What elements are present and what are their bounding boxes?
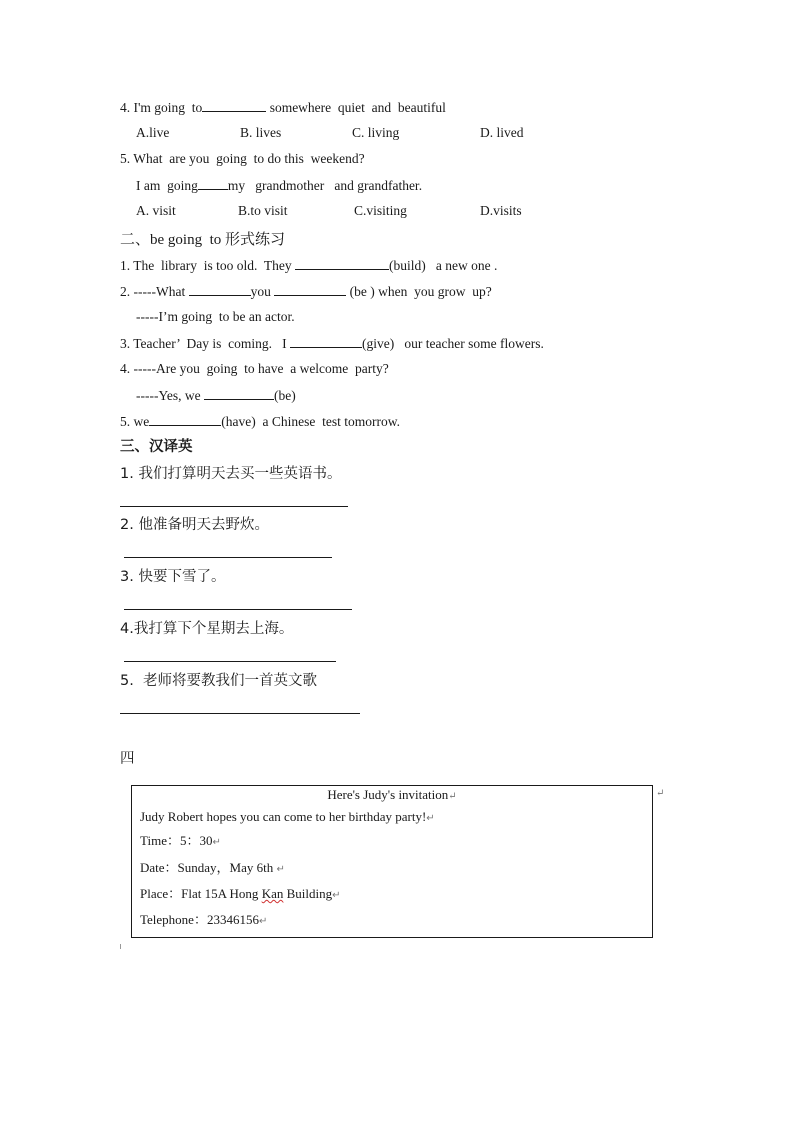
invitation-title: Here's Judy's invitation↵	[327, 787, 457, 802]
option-b: B.to visit	[238, 203, 288, 218]
answer-line[interactable]	[124, 557, 332, 558]
answer-line[interactable]	[124, 609, 352, 610]
question-5: 5. What are you going to do this weekend?	[120, 151, 365, 166]
option-a: A.live	[136, 125, 170, 140]
invitation-box	[131, 785, 653, 938]
section-3-title: 三、汉译英	[120, 439, 193, 455]
option-c: C.visiting	[354, 203, 407, 218]
invitation-intro: Judy Robert hopes you can come to her birthday party!↵	[140, 809, 435, 824]
answer-blank[interactable]	[295, 256, 389, 270]
answer-blank[interactable]	[202, 98, 266, 112]
s2-question-4: 4. -----Are you going to have a welcome party?	[120, 361, 389, 376]
invitation-date: Date：Sunday，May 6th ↵	[140, 860, 285, 875]
paragraph-marker	[120, 944, 121, 949]
translate-item-2: 2. 他准备明天去野炊。	[120, 517, 269, 533]
invitation-place: Place：Flat 15A Hong Kan Building↵	[140, 886, 341, 901]
answer-blank[interactable]	[290, 334, 362, 348]
answer-line[interactable]	[120, 713, 360, 714]
translate-item-3: 3. 快要下雪了。	[120, 569, 226, 585]
answer-line[interactable]	[120, 506, 348, 507]
translate-item-5: 5. 老师将要教我们一首英文歌	[120, 673, 318, 689]
s2-question-4-answer: -----Yes, we (be)	[136, 388, 296, 403]
question-5-answer: I am going my grandmother and grandfather.	[136, 178, 423, 193]
answer-blank[interactable]	[274, 282, 346, 296]
invitation-time: Time：5：30↵	[140, 833, 221, 848]
s2-question-5: 5. we (have) a Chinese test tomorrow.	[120, 414, 400, 429]
paragraph-mark: ↵	[656, 788, 665, 799]
option-d: D.visits	[480, 203, 522, 218]
option-c: C. living	[352, 125, 400, 140]
s2-question-2-answer: -----I’m going to be an actor.	[136, 309, 295, 324]
invitation-telephone: Telephone：23346156↵	[140, 912, 268, 927]
translate-item-1: 1. 我们打算明天去买一些英语书。	[120, 466, 342, 482]
section-4-title: 四	[120, 751, 135, 767]
s2-question-1: 1. The library is too old. They (build) a new one .	[120, 258, 498, 273]
answer-line[interactable]	[124, 661, 336, 662]
section-2-title: 二、be going to 形式练习	[120, 232, 285, 248]
translate-item-4: 4.我打算下个星期去上海。	[120, 621, 294, 637]
option-d: D. lived	[480, 125, 524, 140]
answer-blank[interactable]	[198, 176, 228, 190]
option-b: B. lives	[240, 125, 282, 140]
question-4: 4. I'm going to somewhere quiet and beautiful	[120, 100, 446, 115]
answer-blank[interactable]	[204, 386, 274, 400]
s2-question-3: 3. Teacher’ Day is coming. I (give) our teacher some flowers.	[120, 336, 544, 351]
option-a: A. visit	[136, 203, 176, 218]
answer-blank[interactable]	[189, 282, 251, 296]
answer-blank[interactable]	[149, 412, 221, 426]
s2-question-2: 2. -----What you (be ) when you grow up?	[120, 284, 492, 299]
